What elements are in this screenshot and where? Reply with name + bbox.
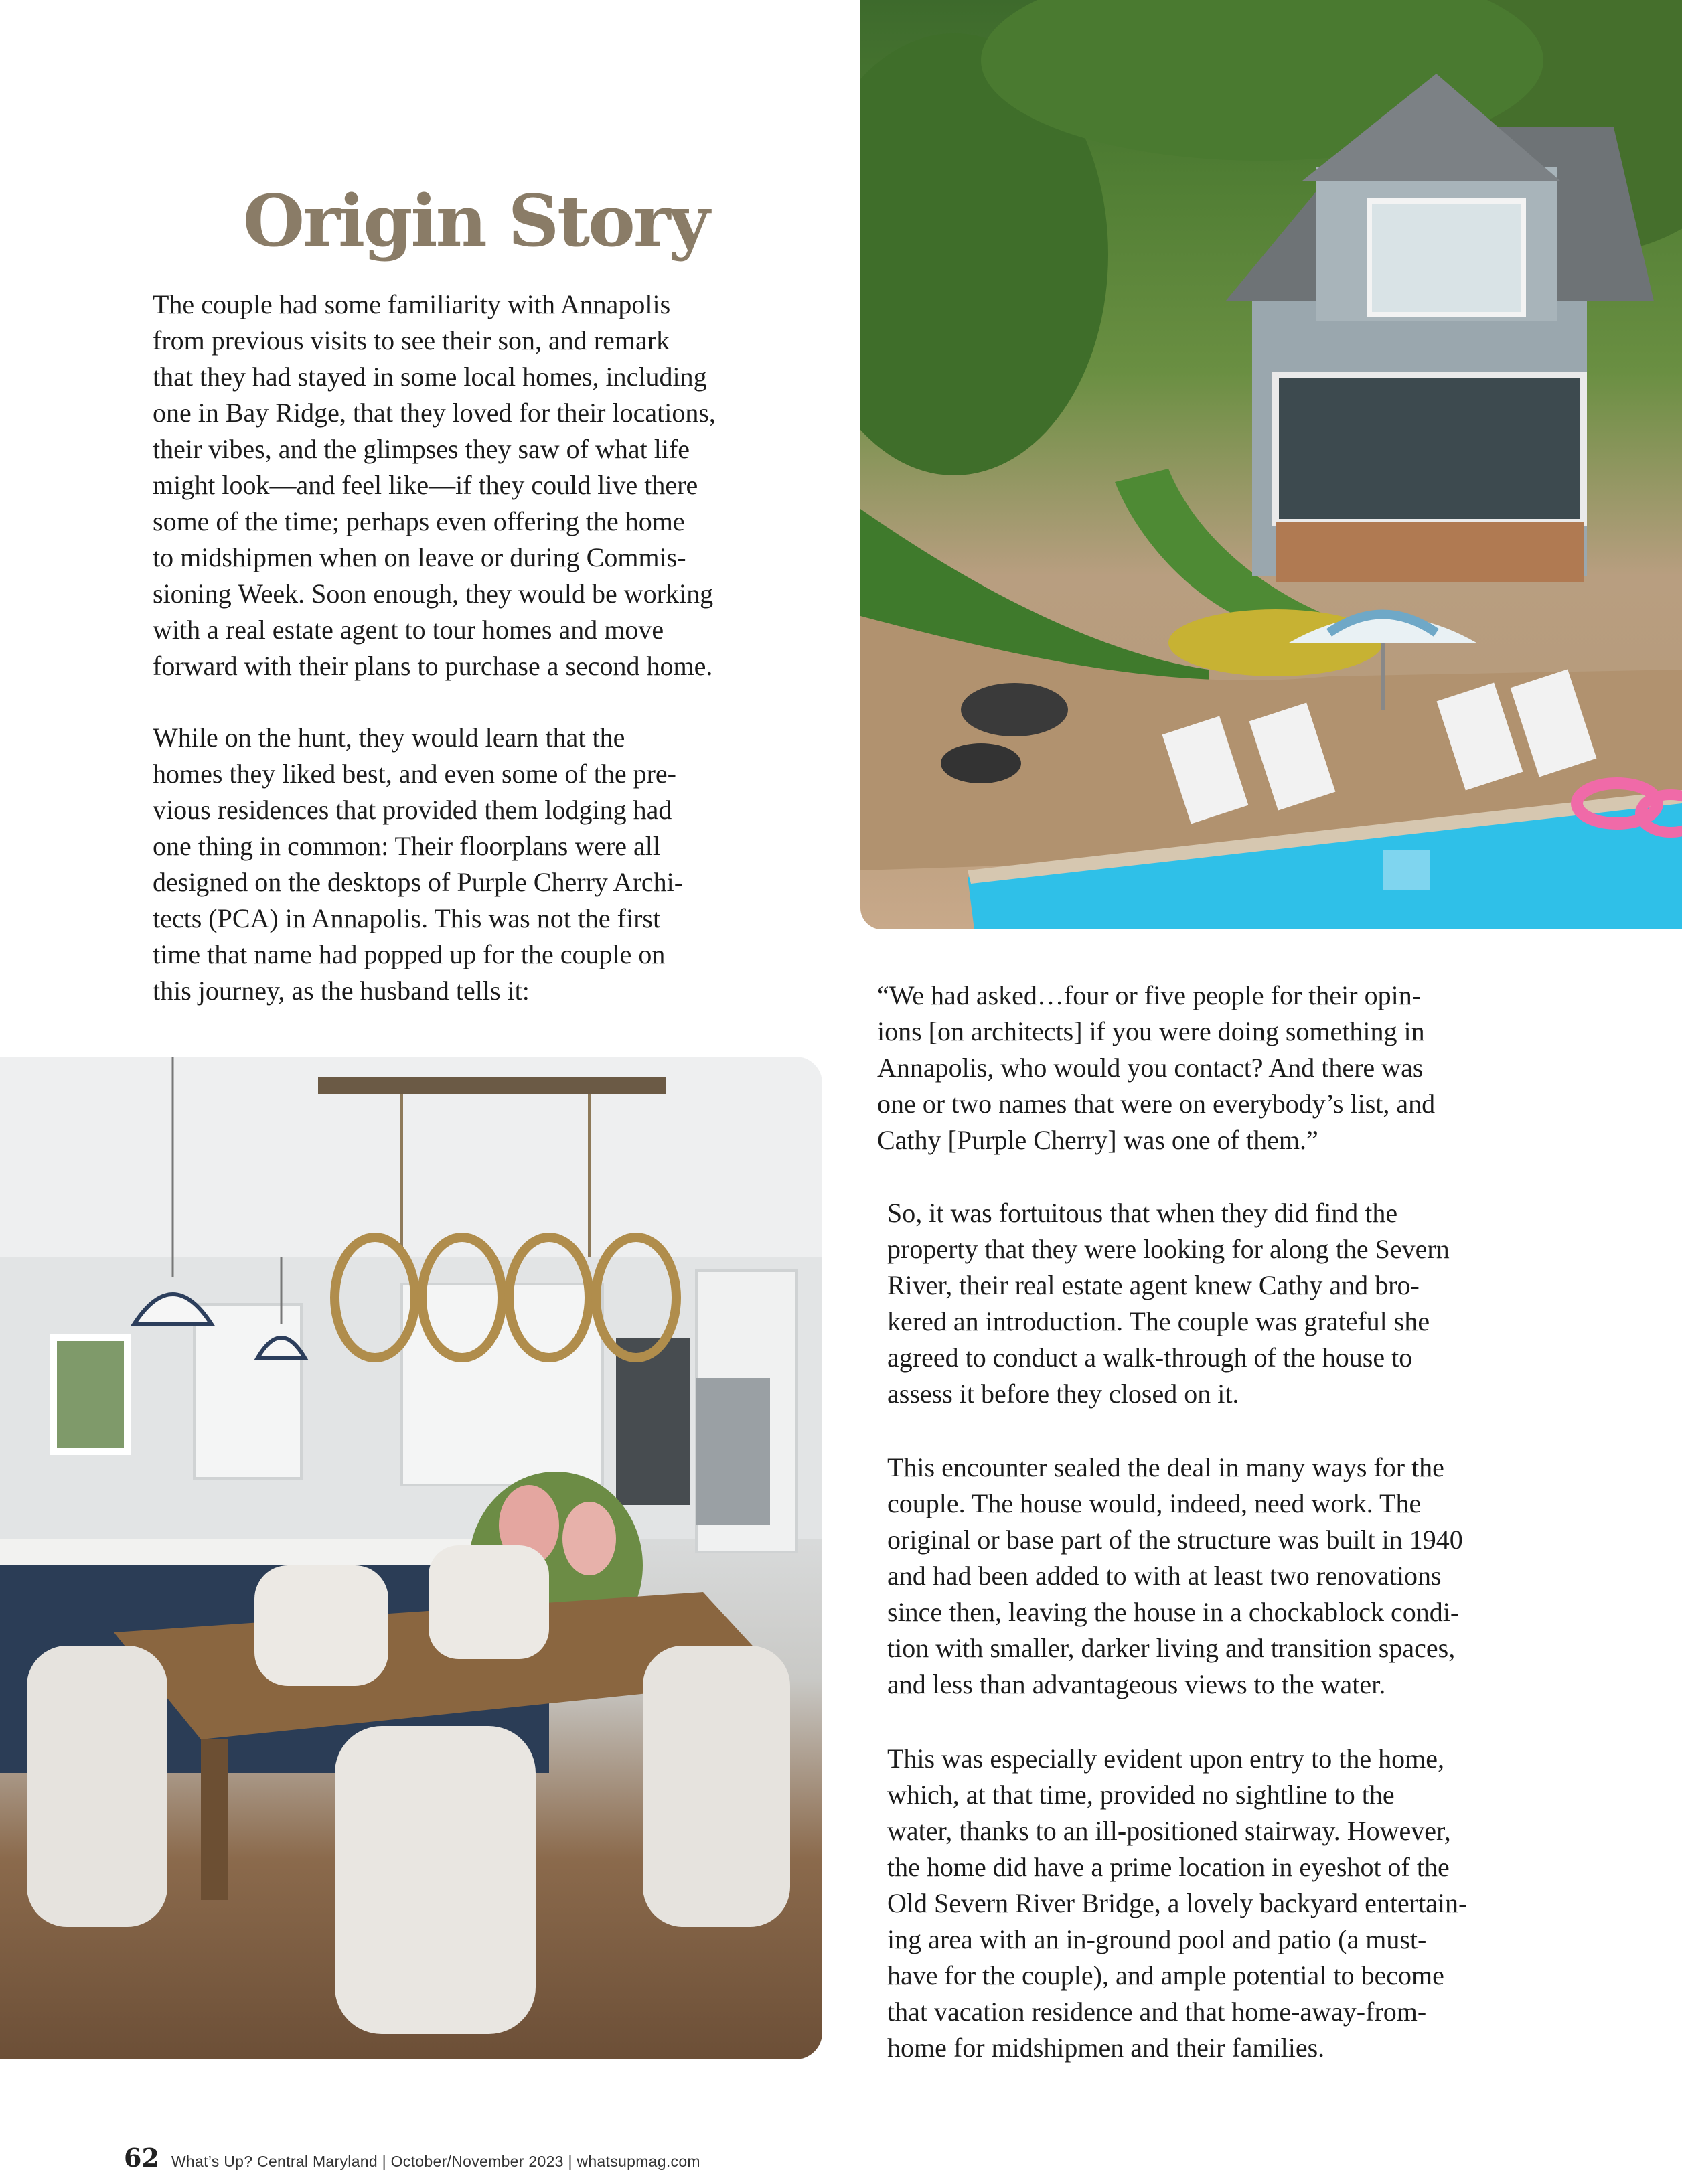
section-heading: Origin Story [242,179,708,262]
house-photo-illustration [860,0,1682,929]
body-paragraph-6: This was especially evident upon entry to the home, which, at that time, provided no sightline to the water, thanks to an ill-positioned stairway. However, the home did have a prime location in eyeshot of the Old Severn River Bridge, a lovely backyard entertain- ing area with an in-ground pool and patio (a must- have for the couple), and ample potential to become that vacation residence and that home-away-from- home for midshipmen and their families. [887,1743,1468,2063]
kitchen-photo [0,1057,822,2059]
quote-paragraph: “We had asked…four or five people for their opin- ions [on architects] if you were doing something in Annapolis, who would you contact? And there was one or two names that were on everybody’s list, and Cathy [Purple Cherry] was one of them.” [877,980,1436,1155]
footer-publication-info: What’s Up? Central Maryland | October/November 2023 | whatsupmag.com [171,2153,700,2170]
kitchen-photo-illustration [0,1057,822,2059]
page-footer [124,2142,700,2173]
house-aerial-photo [860,0,1682,929]
body-paragraph-5: This encounter sealed the deal in many ways for the couple. The house would, indeed, need work. The original or base part of the structure was built in 1940 and had been added to with at least two renovations since then, leaving the house in a chockablock condi- tion with smaller, darker living and transition spaces, and less than advantageous views to the water. [887,1452,1463,1699]
body-paragraph-4: So, it was fortuitous that when they did find the property that they were looking for along the Severn River, their real estate agent knew Cathy and bro- kered an introduction. The couple was grateful she agreed to conduct a walk-through of the house to assess it before they closed on it. [887,1198,1450,1409]
body-paragraph-1: The couple had some familiarity with Annapolis from previous visits to see their son, and remark that they had stayed in some local homes, including one in Bay Ridge, that they loved for their locations, their vibes, and the glimpses they saw of what life might look—and feel like—if they could live there some of the time; perhaps even offering the home to midshipmen when on leave or during Commis- sioning Week. Soon enough, they would be working with a real estate agent to tour homes and move forward with their plans to purchase a second home. [153,289,716,681]
page-number: 62 [124,2142,159,2173]
body-paragraph-2: While on the hunt, they would learn that the homes they liked best, and even some of the pre- vious residences that provided them lodging had one thing in common: Their floorplans were all designed on the desktops of Purple Cherry Archi- tects (PCA) in Annapolis. This was not the first time that name had popped up for the couple on this journey, as the husband tells it: [153,722,684,1006]
